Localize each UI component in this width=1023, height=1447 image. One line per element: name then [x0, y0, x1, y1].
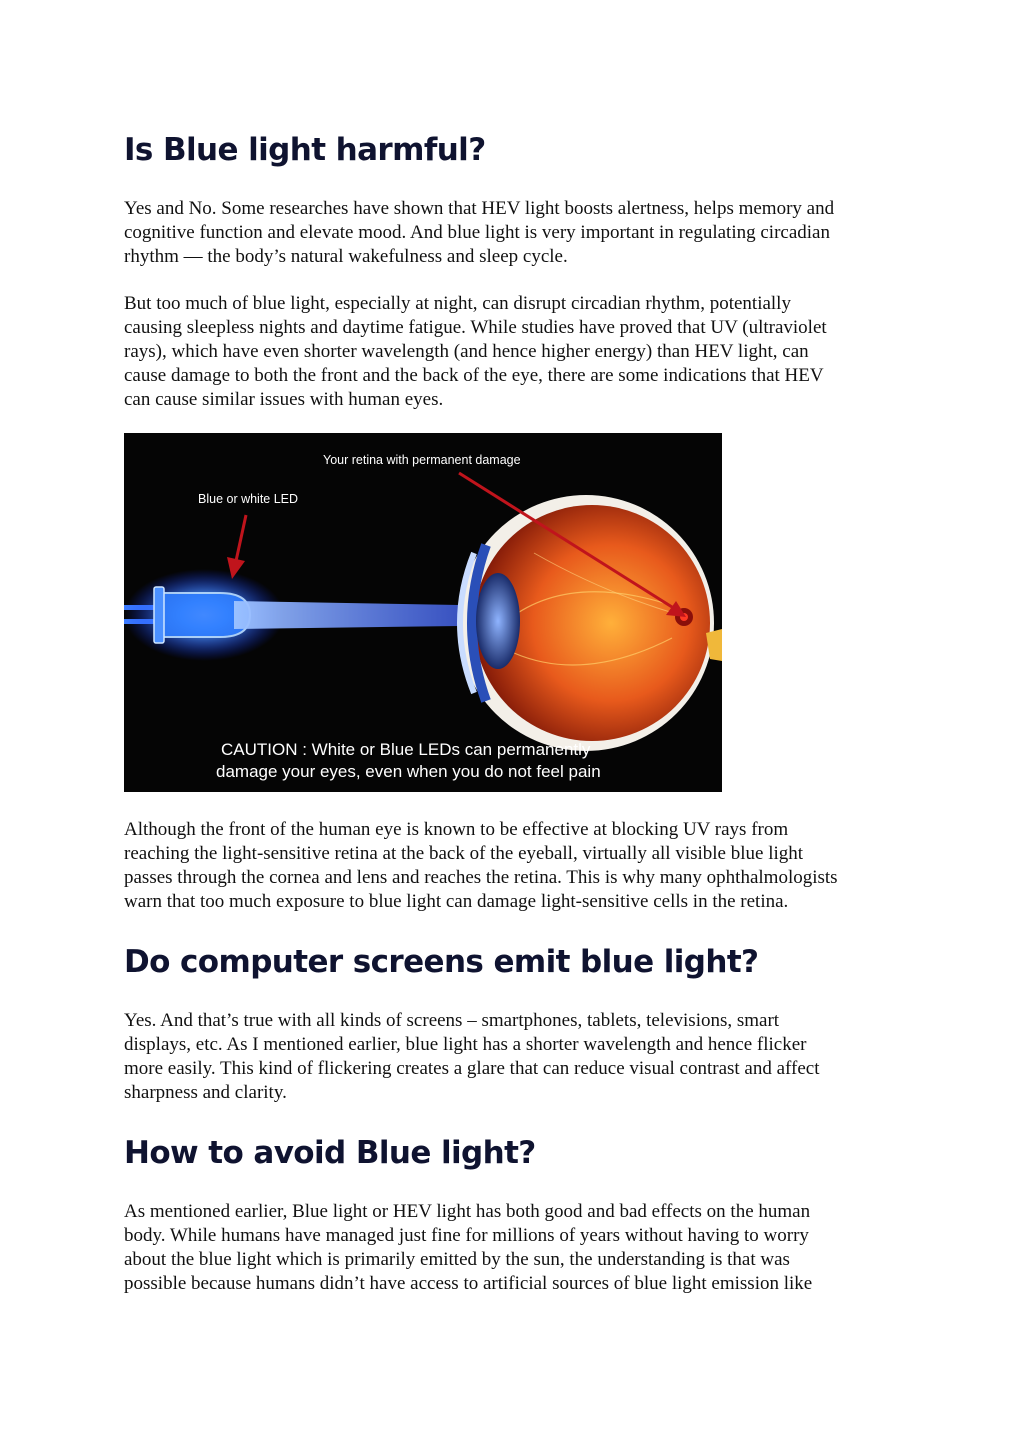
- paragraph-front-of-eye: [124, 818, 838, 914]
- label-led: Blue or white LED: [198, 492, 299, 506]
- text-line: passes through the cornea and lens and reaches the retina. This is why many ophthalmologists: [124, 867, 838, 888]
- text-line: As mentioned earlier, Blue light or HEV light has both good and bad effects on the human: [124, 1201, 811, 1222]
- paragraph-too-much-blue-light: [124, 292, 827, 412]
- text-line: possible because humans didn’t have access to artificial sources of blue light emission like: [124, 1273, 813, 1294]
- heading-avoid-blue-light: How to avoid Blue light?: [124, 1135, 536, 1171]
- text-line: warn that too much exposure to blue light can damage light-sensitive cells in the retina.: [124, 891, 789, 912]
- caution-line-1: CAUTION : White or Blue LEDs can permanently: [221, 740, 591, 759]
- text-line: Yes and No. Some researches have shown that HEV light boosts alertness, helps memory and: [124, 198, 835, 219]
- eyeball-icon: [458, 495, 722, 751]
- text-line: more easily. This kind of flickering creates a glare that can reduce visual contrast and affect: [124, 1058, 820, 1079]
- paragraph-screens: [124, 1009, 820, 1105]
- text-line: can cause similar issues with human eyes.: [124, 389, 444, 410]
- text-line: cognitive function and elevate mood. And blue light is very important in regulating circadian: [124, 222, 830, 243]
- text-line: body. While humans have managed just fine for millions of years without having to worry: [124, 1225, 809, 1246]
- text-line: But too much of blue light, especially at night, can disrupt circadian rhythm, potentially: [124, 293, 791, 314]
- text-line: Although the front of the human eye is known to be effective at blocking UV rays from: [124, 819, 789, 840]
- text-line: Yes. And that’s true with all kinds of screens – smartphones, tablets, televisions, smart: [124, 1010, 780, 1031]
- text-line: causing sleepless nights and daytime fatigue. While studies have proved that UV (ultraviolet: [124, 317, 827, 338]
- text-line: rhythm — the body’s natural wakefulness and sleep cycle.: [124, 246, 568, 267]
- label-retina: Your retina with permanent damage: [323, 453, 521, 467]
- heading-blue-light-harmful: Is Blue light harmful?: [124, 132, 486, 168]
- eye-damage-illustration: [124, 433, 722, 792]
- caution-line-2: damage your eyes, even when you do not feel pain: [216, 762, 601, 781]
- text-line: reaching the light-sensitive retina at the back of the eyeball, virtually all visible blue light: [124, 843, 804, 864]
- text-line: about the blue light which is primarily emitted by the sun, the understanding is that was: [124, 1249, 790, 1270]
- heading-computer-screens: Do computer screens emit blue light?: [124, 944, 759, 980]
- text-line: cause damage to both the front and the back of the eye, there are some indications that HEV: [124, 365, 824, 386]
- paragraph-avoid: [124, 1200, 812, 1296]
- text-line: sharpness and clarity.: [124, 1082, 287, 1103]
- paragraph-yes-and-no: [124, 197, 834, 269]
- text-line: rays), which have even shorter wavelength (and hence higher energy) than HEV light, can: [124, 341, 809, 362]
- text-line: displays, etc. As I mentioned earlier, blue light has a shorter wavelength and hence flicker: [124, 1034, 807, 1055]
